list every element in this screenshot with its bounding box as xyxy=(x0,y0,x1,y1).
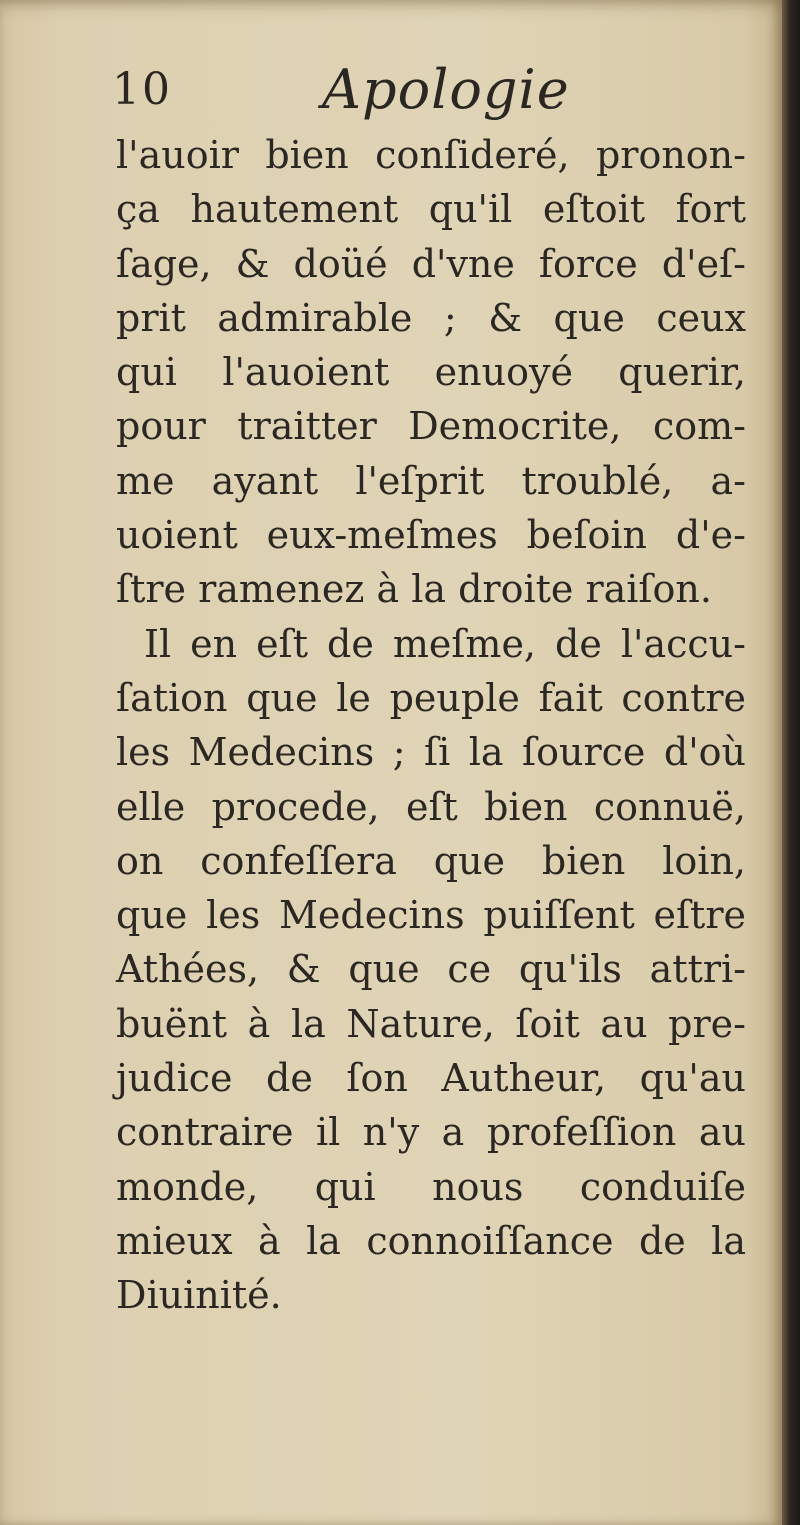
text-line: ſtre ramenez à la droite raiſon. xyxy=(116,567,712,612)
text-line: prit admirable ; & que ceux xyxy=(116,295,746,340)
text-line: me ayant l'eſprit troublé, a- xyxy=(116,458,746,503)
text-line: qui l'auoient enuoyé querir, xyxy=(116,350,746,395)
text-line: que les Medecins puiſſent eſtre xyxy=(116,893,746,938)
page-number: 10 xyxy=(112,64,172,115)
text-line: monde, qui nous conduiſe xyxy=(116,1164,746,1209)
running-title: Apologie xyxy=(322,58,570,121)
text-line: Athées, & que ce qu'ils attri- xyxy=(116,947,746,992)
text-line: elle procede, eſt bien connuë, xyxy=(116,784,746,829)
text-line: contraire il n'y a profeſſion au xyxy=(116,1110,746,1155)
body-text xyxy=(116,128,746,1323)
book-gutter xyxy=(782,0,800,1525)
page-header xyxy=(112,58,752,122)
text-line: l'auoir bien conſideré, pronon- xyxy=(116,133,746,177)
text-line: buënt à la Nature, ſoit au pre- xyxy=(116,1001,746,1046)
text-line: uoient eux-meſmes beſoin d'e- xyxy=(116,513,746,558)
text-line: mieux à la connoiſſance de la xyxy=(116,1218,746,1263)
text-line: ſage, & doüé d'vne force d'eſ- xyxy=(116,241,746,286)
text-line: Diuinité. xyxy=(116,1273,282,1318)
text-line: les Medecins ; ſi la ſource d'où xyxy=(116,730,746,775)
text-line: ſation que le peuple fait contre xyxy=(116,675,746,720)
text-line: Il en eſt de meſme, de l'accu- xyxy=(144,621,746,666)
text-line: pour traitter Democrite, com- xyxy=(116,404,746,449)
text-line: ça hautement qu'il eſtoit fort xyxy=(116,187,746,232)
text-line: judice de ſon Autheur, qu'au xyxy=(116,1056,746,1101)
text-line: on confeſſera que bien loin, xyxy=(116,838,746,883)
